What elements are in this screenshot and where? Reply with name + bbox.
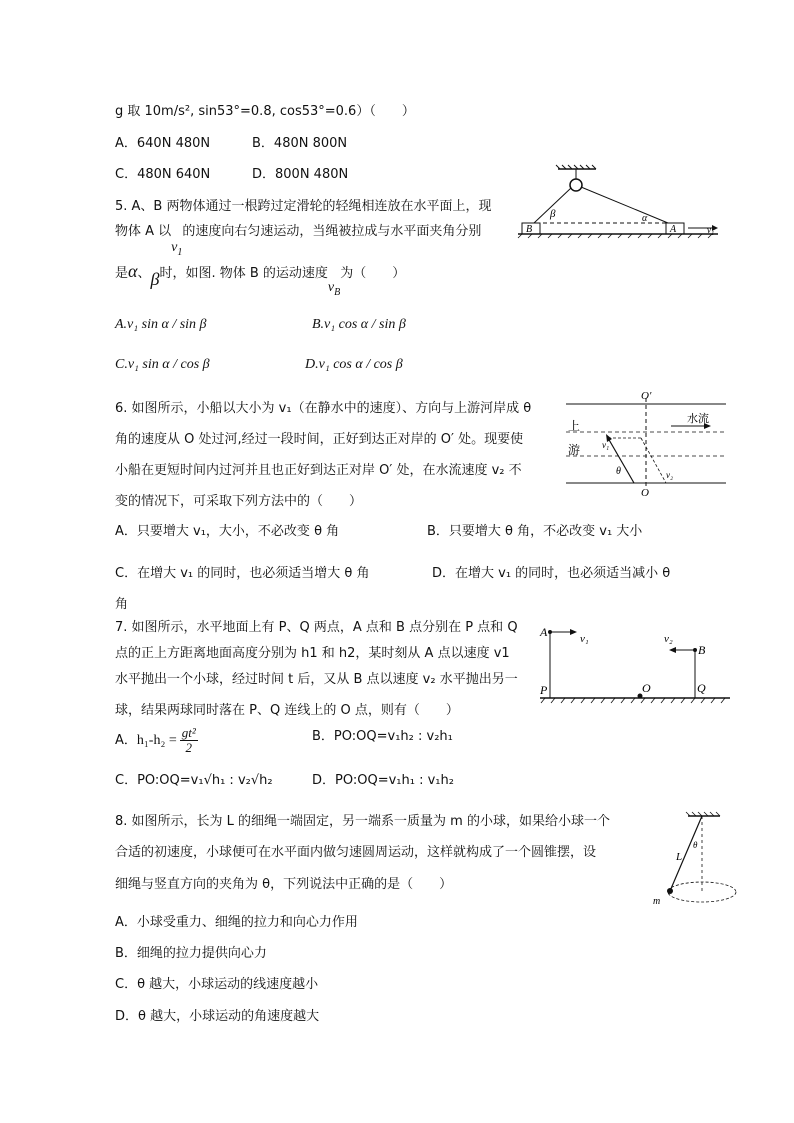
q4-option-c: C．480N 640N (115, 167, 211, 182)
q7-option-c: C．PO:OQ=v₁√h₁ : v₂√h₂ (115, 773, 273, 788)
q5-option-b: B.v₁ cos α / sin β (312, 317, 406, 332)
q4-option-b: B．480N 800N (252, 136, 348, 151)
q7-line4: 球，结果两球同时落在 P、Q 连线上的 O 点，则有（ ） (115, 703, 459, 718)
q6-fig-up1: 上 (568, 419, 581, 433)
q5-option-d: D.v₁ cos α / cos β (305, 357, 403, 372)
q5-fig-beta: β (550, 208, 556, 220)
q8-option-b: B．细绳的拉力提供向心力 (115, 946, 267, 961)
q6-line2: 角的速度从 O 处过河,经过一段时间，正好到达正对岸的 O′ 处。现要使 (115, 432, 524, 447)
q7-fig-v2: v₂ (664, 633, 673, 645)
q7-line2: 点的正上方距离地面高度分别为 h1 和 h2，某时刻从 A 点以速度 v1 (115, 646, 510, 661)
q4-option-d: D．800N 480N (252, 167, 349, 182)
q8-option-c: C．θ 越大，小球运动的线速度越小 (115, 977, 319, 992)
q5-line3: 是α、β时，如图. 物体 B 的运动速度$v_B$为（ ） (115, 261, 406, 298)
intro-line: g 取 10m/s², sin53°=0.8, cos53°=0.6）（ ） (115, 104, 415, 119)
q6-line4: 变的情况下，可采取下列方法中的（ ） (115, 494, 363, 509)
q5-line2: 物体 A 以$v_1$的速度向右匀速运动，当绳被拉成与水平面夹角分别 (115, 224, 482, 258)
q5-option-a: A.v₁ sin α / sin β (115, 317, 207, 332)
q5-fig-alpha: α (642, 213, 648, 224)
q6-fig-v1: v₁ (602, 440, 610, 450)
q8-line2: 合适的初速度，小球便可在水平面内做匀速圆周运动，这样就构成了一个圆锥摆，设 (115, 845, 597, 860)
q6-fig-up2: 游 (568, 443, 581, 457)
q6-line1: 6. 如图所示，小船以大小为 v₁（在静水中的速度）、方向与上游河岸成 θ (115, 401, 532, 416)
q7-option-b: B．PO:OQ=v₁h₂ : v₂h₁ (312, 729, 453, 744)
q7-fig-a: A (540, 625, 548, 639)
q8-option-a: A．小球受重力、细绳的拉力和向心力作用 (115, 915, 358, 930)
q5-option-c: C.v₁ sin α / cos β (115, 357, 210, 372)
q7-fig-q: Q (697, 681, 706, 695)
q8-fig-l: L (676, 851, 683, 863)
q7-fig-v1: v₁ (580, 633, 589, 645)
q6-fig-theta: θ (616, 466, 621, 477)
q6-option-c: C．在增大 v₁ 的同时，也必须适当增大 θ 角 (115, 566, 370, 581)
q7-fig-o: O (642, 681, 651, 695)
q5-fig-label-a: A (670, 224, 677, 235)
q7-line3: 水平抛出一个小球，经过时间 t 后，又从 B 点以速度 v₂ 水平抛出另一 (115, 672, 518, 687)
q6-fig-o: O (641, 487, 649, 499)
q6-option-b: B．只要增大 θ 角，不必改变 v₁ 大小 (427, 524, 643, 539)
q6-line3: 小船在更短时间内过河并且也正好到达正对岸 O′ 处，在水流速度 v₂ 不 (115, 463, 522, 478)
q7-option-a: A．h₁-h₂ = $\frac{\text{gt²}}{2}$ (115, 725, 196, 755)
q5-line1: 5. A、B 两物体通过一根跨过定滑轮的轻绳相连放在水平面上，现 (115, 199, 492, 214)
q7-figure (540, 620, 730, 705)
q8-option-d: D．θ 越大，小球运动的角速度越大 (115, 1009, 320, 1024)
q7-fig-b: B (698, 643, 706, 657)
q4-option-a: A．640N 480N (115, 136, 211, 151)
q5-fig-v1: v₁ (707, 225, 715, 235)
q8-fig-theta: θ (693, 840, 698, 850)
q8-line1: 8. 如图所示，长为 L 的细绳一端固定，另一端系一质量为 m 的小球，如果给小球一个 (115, 814, 610, 829)
q6-fig-water: 水流 (687, 413, 709, 425)
q8-figure (650, 812, 760, 912)
q6-fig-v2: v₂ (666, 470, 674, 480)
q6-option-d: D．在增大 v₁ 的同时，也必须适当减小 θ (432, 566, 671, 581)
q6-option-a: A．只要增大 v₁，大小，不必改变 θ 角 (115, 524, 340, 539)
q6-option-d-cont: 角 (115, 597, 129, 612)
q7-line1: 7. 如图所示，水平地面上有 P、Q 两点，A 点和 B 点分别在 P 点和 Q (115, 620, 518, 635)
q6-fig-oprime: O′ (641, 390, 652, 402)
q7-fig-p: P (540, 683, 548, 697)
q7-option-d: D．PO:OQ=v₁h₁ : v₁h₂ (312, 773, 454, 788)
q6-figure (566, 388, 726, 500)
q8-line3: 细绳与竖直方向的夹角为 θ，下列说法中正确的是（ ） (115, 877, 453, 892)
q5-fig-label-b: B (526, 224, 533, 235)
q8-fig-m: m (653, 896, 661, 907)
q5-figure (518, 165, 728, 240)
